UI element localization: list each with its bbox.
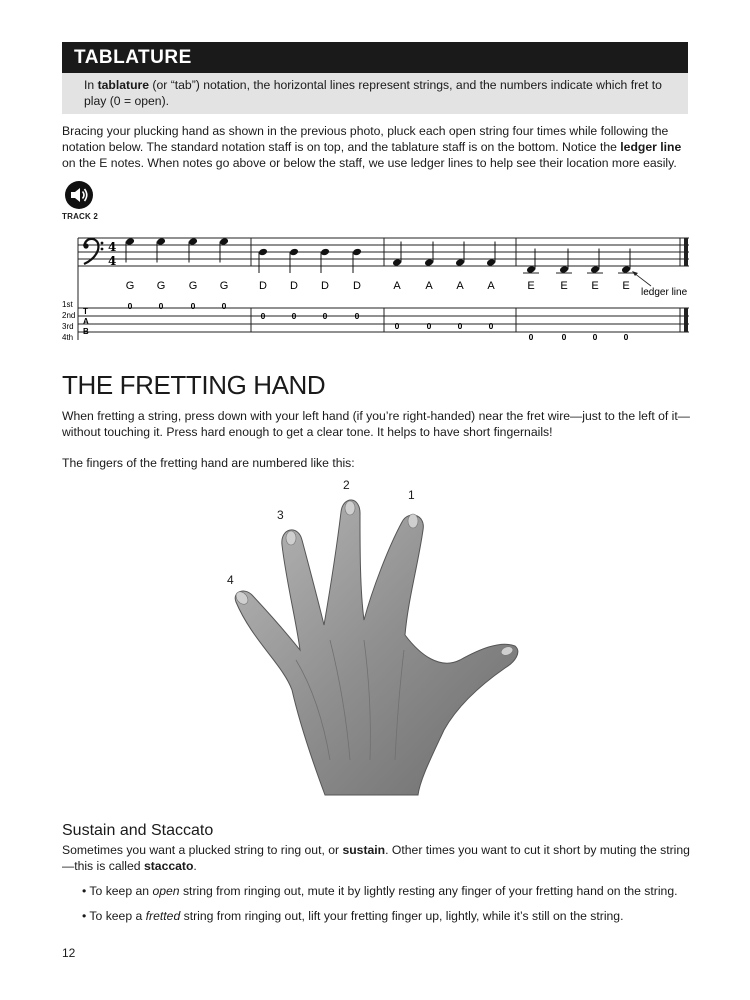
note-name: G xyxy=(219,280,229,292)
term-staccato: staccato xyxy=(143,859,194,873)
tab-fret-number: 0 xyxy=(488,321,494,331)
note-head xyxy=(289,248,299,257)
note-name: G xyxy=(125,280,135,292)
tablature-definition-box: In tablature (or “tab”) notation, the horizontal lines represent strings, and the numbers indicate which fret to play (0 = open). xyxy=(62,73,688,114)
tab-fret-number: 0 xyxy=(190,301,196,311)
note-name: D xyxy=(290,280,298,292)
page-number: 12 xyxy=(62,946,76,960)
note-head xyxy=(156,237,166,246)
note-head xyxy=(352,248,362,257)
note-head xyxy=(621,265,631,274)
term-ledger-line: ledger line xyxy=(620,140,682,154)
bass-clef xyxy=(83,239,103,264)
finger-number-1: 1 xyxy=(408,488,415,502)
bullet-fretted-string: • To keep a fretted string from ringing out, lift your fretting finger up, lightly, while it’s still on the string. xyxy=(82,909,624,923)
fretting-hand-intro: When fretting a string, press down with your left hand (if you’re right-handed) near the fret wire—just to the left of it—without touching it. Press hard enough to get a clear tone. It helps to have short fingernails! xyxy=(62,409,690,439)
note-head xyxy=(455,258,465,267)
fretting-hand-title: THE FRETTING HAND xyxy=(62,370,326,400)
note-name: G xyxy=(188,280,198,292)
note-head xyxy=(590,265,600,274)
sustain-staccato-title: Sustain and Staccato xyxy=(62,822,214,839)
string-label-3rd: 3rd xyxy=(62,322,74,331)
note-head xyxy=(486,258,496,267)
bracing-paragraph: Bracing your plucking hand as shown in the previous photo, pluck each open string four times while following the notation below. The standard notation staff is on top, and the tablature staff is on the bottom. Notice the ledger line on the E notes. When notes go above or below the staff, we use ledger lines to help see their location more easily. xyxy=(62,124,682,170)
note-head xyxy=(526,265,536,274)
section-header-tablature: TABLATURE xyxy=(62,42,688,73)
tab-fret-number: 0 xyxy=(291,311,297,321)
track-label: TRACK 2 xyxy=(62,212,99,221)
bullet-open-string: • To keep an open string from ringing out, mute it by lightly resting any finger of your fretting hand on the string. xyxy=(82,884,678,898)
tab-fret-number: 0 xyxy=(158,301,164,311)
tab-fret-number: 0 xyxy=(426,321,432,331)
string-label-1st: 1st xyxy=(62,300,73,309)
time-sig-bottom: 4 xyxy=(108,254,117,268)
tab-fret-number: 0 xyxy=(457,321,463,331)
ledger-line-label: ledger line xyxy=(641,287,688,298)
tab-fret-number: 0 xyxy=(260,311,266,321)
tab-fret-number: 0 xyxy=(221,301,227,311)
note-head xyxy=(125,237,135,246)
hand-photo xyxy=(220,490,530,800)
finger-number-3: 3 xyxy=(277,508,284,522)
term-tablature: tablature xyxy=(97,78,150,92)
note-name: D xyxy=(321,280,329,292)
term-sustain: sustain xyxy=(342,843,386,857)
note-name: A xyxy=(425,280,433,292)
note-head xyxy=(320,248,330,257)
note-head xyxy=(424,258,434,267)
note-name: D xyxy=(259,280,267,292)
tab-fret-number: 0 xyxy=(528,332,534,342)
note-name: A xyxy=(393,280,401,292)
music-notation xyxy=(0,0,750,345)
notes-layer xyxy=(125,237,634,342)
note-name: E xyxy=(527,280,535,292)
tab-clef-b: B xyxy=(83,327,89,336)
finger-number-4: 4 xyxy=(227,573,234,587)
tab-fret-number: 0 xyxy=(623,332,629,342)
note-name: A xyxy=(487,280,495,292)
tab-fret-number: 0 xyxy=(561,332,567,342)
sustain-paragraph: Sometimes you want a plucked string to ring out, or sustain. Other times you want to cut it short by muting the string—this is called staccato. xyxy=(62,843,690,873)
fingers-intro: The fingers of the fretting hand are numbered like this: xyxy=(62,456,355,470)
tab-fret-number: 0 xyxy=(394,321,400,331)
note-name: E xyxy=(622,280,630,292)
tab-clef-t: T xyxy=(83,307,88,316)
note-head xyxy=(258,248,268,257)
tab-fret-number: 0 xyxy=(354,311,360,321)
note-head xyxy=(219,237,229,246)
tab-clef-a: A xyxy=(83,317,89,326)
string-label-2nd: 2nd xyxy=(62,311,76,320)
note-head xyxy=(559,265,569,274)
final-barline xyxy=(684,238,688,332)
note-head xyxy=(392,258,402,267)
note-name: G xyxy=(156,280,166,292)
note-name: E xyxy=(591,280,599,292)
tab-fret-number: 0 xyxy=(127,301,133,311)
time-sig-top: 4 xyxy=(108,240,117,254)
note-name: E xyxy=(560,280,568,292)
note-name: D xyxy=(353,280,361,292)
finger-number-2: 2 xyxy=(343,478,350,492)
tab-fret-number: 0 xyxy=(322,311,328,321)
ledger-arrow xyxy=(632,271,651,286)
string-label-4th: 4th xyxy=(62,333,74,342)
tab-fret-number: 0 xyxy=(592,332,598,342)
note-name: A xyxy=(456,280,464,292)
note-head xyxy=(188,237,198,246)
